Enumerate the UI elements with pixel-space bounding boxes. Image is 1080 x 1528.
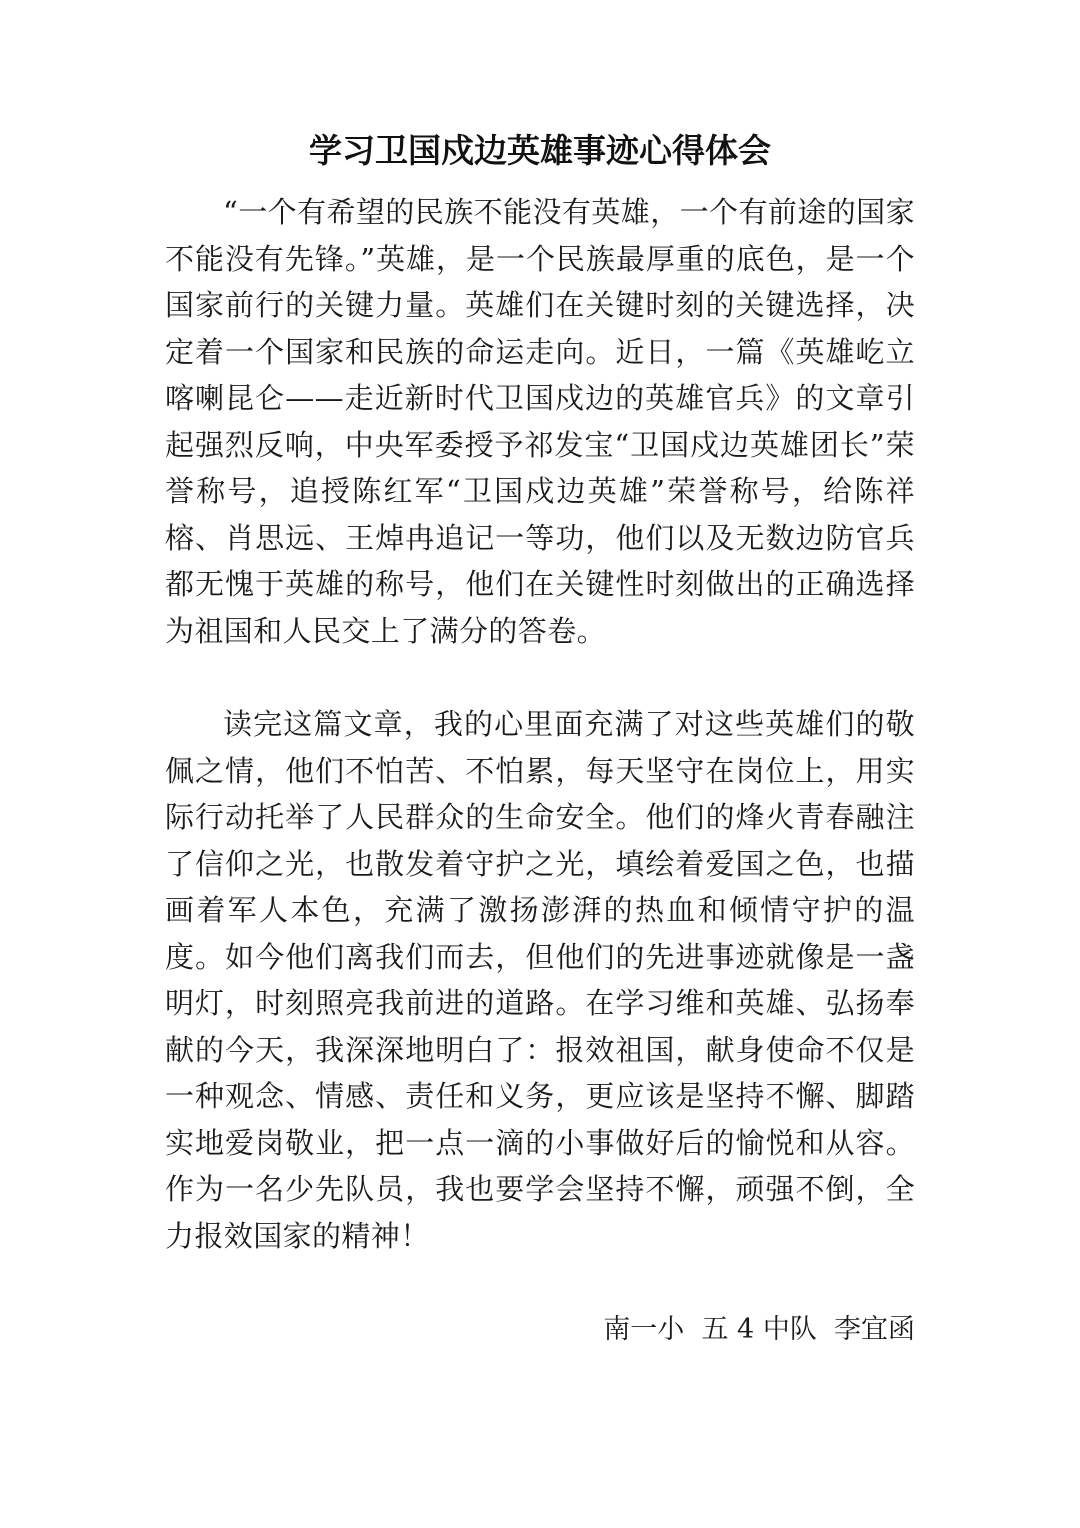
document-title: 学习卫国戍边英雄事迹心得体会 xyxy=(309,131,771,170)
paragraph-2: 读完这篇文章，我的心里面充满了对这些英雄们的敬佩之情，他们不怕苦、不怕累，每天坚守在岗位上，用实际行动托举了人民群众的生命安全。他们的烽火青春融注了信仰之光，也散发着守护之光，填绘着爱国之色，也描画着军人本色，充满了激扬澎湃的热血和倾情守护的温度。如今他们离我们而去，但他们的先进事迹就像是一盏明灯，时刻照亮我前进的道路。在学习维和英雄、弘扬奉献的今天，我深深地明白了：报效祖国，献身使命不仅是一种观念、情感、责任和义务，更应该是坚持不懈、脚踏实地爱岗敬业，把一点一滴的小事做好后的愉悦和从容。作为一名少先队员，我也要学会坚持不懈，顽强不倒，全力报效国家的精神！ xyxy=(165,707,915,1253)
paragraph-1: “一个有希望的民族不能没有英雄，一个有前途的国家不能没有先锋。”英雄，是一个民族最厚重的底色，是一个国家前行的关键力量。英雄们在关键时刻的关键选择，决定着一个国家和民族的命运走向。近日，一篇《英雄屹立喀喇昆仑——走近新时代卫国戍边的英雄官兵》的文章引起强烈反响，中央军委授予祁发宝“卫国戍边英雄团长”荣誉称号，追授陈红军“卫国戍边英雄”荣誉称号，给陈祥榕、肖思远、王焯冉追记一等功，他们以及无数边防官兵都无愧于英雄的称号，他们在关键性时刻做出的正确选择为祖国和人民交上了满分的答卷。 xyxy=(165,195,915,648)
author-signature: 南一小 五 4 中队 李宜函 xyxy=(603,1314,915,1345)
